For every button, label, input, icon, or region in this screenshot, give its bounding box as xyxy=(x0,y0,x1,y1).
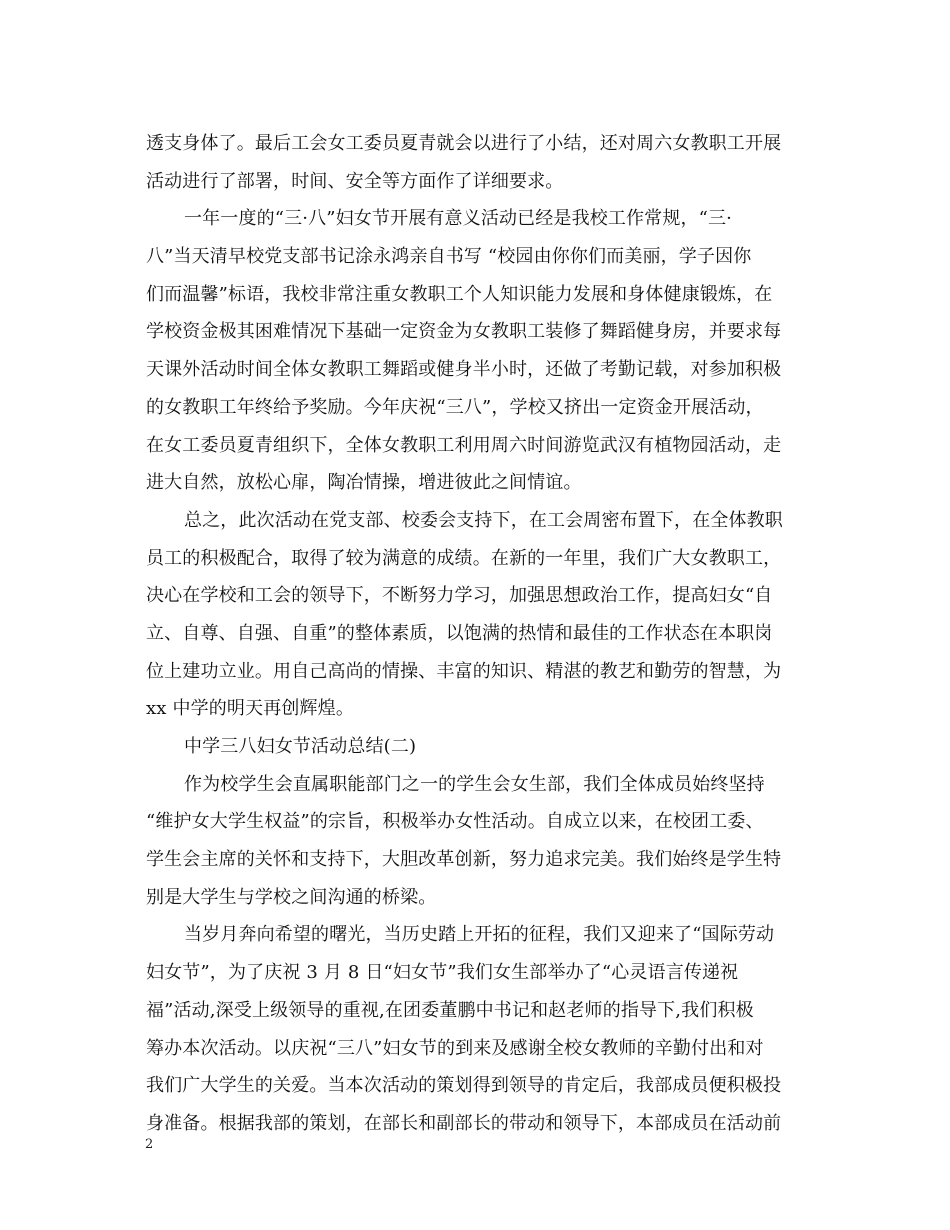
document-body xyxy=(146,125,806,1143)
text-line: 当岁月奔向希望的曙光，当历史踏上开拓的征程，我们又迎来了“国际劳动 xyxy=(184,924,775,946)
text-line: 学生会主席的关怀和支持下，大胆改革创新，努力追求完美。我们始终是学生特 xyxy=(146,849,782,871)
text-line: 我们广大学生的关爱。当本次活动的策划得到领导的肯定后，我部成员便积极投 xyxy=(146,1075,782,1097)
text-line: 学校资金极其困难情况下基础一定资金为女教职工装修了舞蹈健身房，并要求每 xyxy=(146,321,782,343)
text-line: 员工的积极配合，取得了较为满意的成绩。在新的一年里，我们广大女教职工， xyxy=(146,547,782,569)
text-line: 八”当天清早校党支部书记涂永鸿亲自书写 “校园由你你们而美丽，学子因你 xyxy=(146,246,752,268)
text-line: xx 中学的明天再创辉煌。 xyxy=(146,698,354,720)
text-line: 妇女节”，为了庆祝 3 月 8 日“妇女节”我们女生部举办了“心灵语言传递祝 xyxy=(146,962,739,984)
text-line: 的女教职工年终给予奖励。今年庆祝“三八”，学校又挤出一定资金开展活动， xyxy=(146,396,764,418)
text-line: 身准备。根据我部的策划，在部长和副部长的带动和领导下，本部成员在活动前 xyxy=(146,1112,782,1134)
text-line: 别是大学生与学校之间沟通的桥梁。 xyxy=(146,886,437,908)
page-number: 2 xyxy=(145,1137,154,1152)
text-line: 决心在学校和工会的领导下，不断努力学习，加强思想政治工作，提高妇女“自 xyxy=(146,585,773,607)
text-line: 在女工委员夏青组织下，全体女教职工利用周六时间游览武汉有植物园活动，走 xyxy=(146,434,782,456)
text-line: “维护女大学生权益”的宗旨，积极举办女性活动。自成立以来，在校团工委、 xyxy=(146,811,764,833)
text-line: 一年一度的“三·八”妇女节开展有意义活动已经是我校工作常规，“三· xyxy=(184,208,732,230)
text-line: 筹办本次活动。以庆祝“三八”妇女节的到来及感谢全校女教师的辛勤付出和对 xyxy=(146,1037,764,1059)
text-line: 总之，此次活动在党支部、校委会支持下，在工会周密布置下，在全体教职 xyxy=(184,509,783,531)
text-line: 天课外活动时间全体女教职工舞蹈或健身半小时，还做了考勤记载，对参加积极 xyxy=(146,359,782,381)
text-line: 福”活动,深受上级领导的重视,在团委董鹏中书记和赵老师的指导下,我们积极 xyxy=(146,999,754,1021)
text-line: 立、自尊、自强、自重”的整体素质，以饱满的热情和最佳的工作状态在本职岗 xyxy=(146,622,773,644)
text-line: 透支身体了。最后工会女工委员夏青就会以进行了小结，还对周六女教职工开展 xyxy=(146,133,782,154)
text-line: 们而温馨”标语，我校非常注重女教职工个人知识能力发展和身体健康锻炼，在 xyxy=(146,283,773,305)
text-line: 作为校学生会直属职能部门之一的学生会女生部，我们全体成员始终坚持 xyxy=(184,773,765,795)
text-line: 进大自然，放松心扉，陶冶情操，增进彼此之间情谊。 xyxy=(146,472,582,494)
text-line: 中学三八妇女节活动总结(二) xyxy=(184,736,417,757)
text-line: 位上建功立业。用自己高尚的情操、丰富的知识、精湛的教艺和勤劳的智慧，为 xyxy=(146,660,782,682)
text-line: 活动进行了部署，时间、安全等方面作了详细要求。 xyxy=(146,170,564,192)
